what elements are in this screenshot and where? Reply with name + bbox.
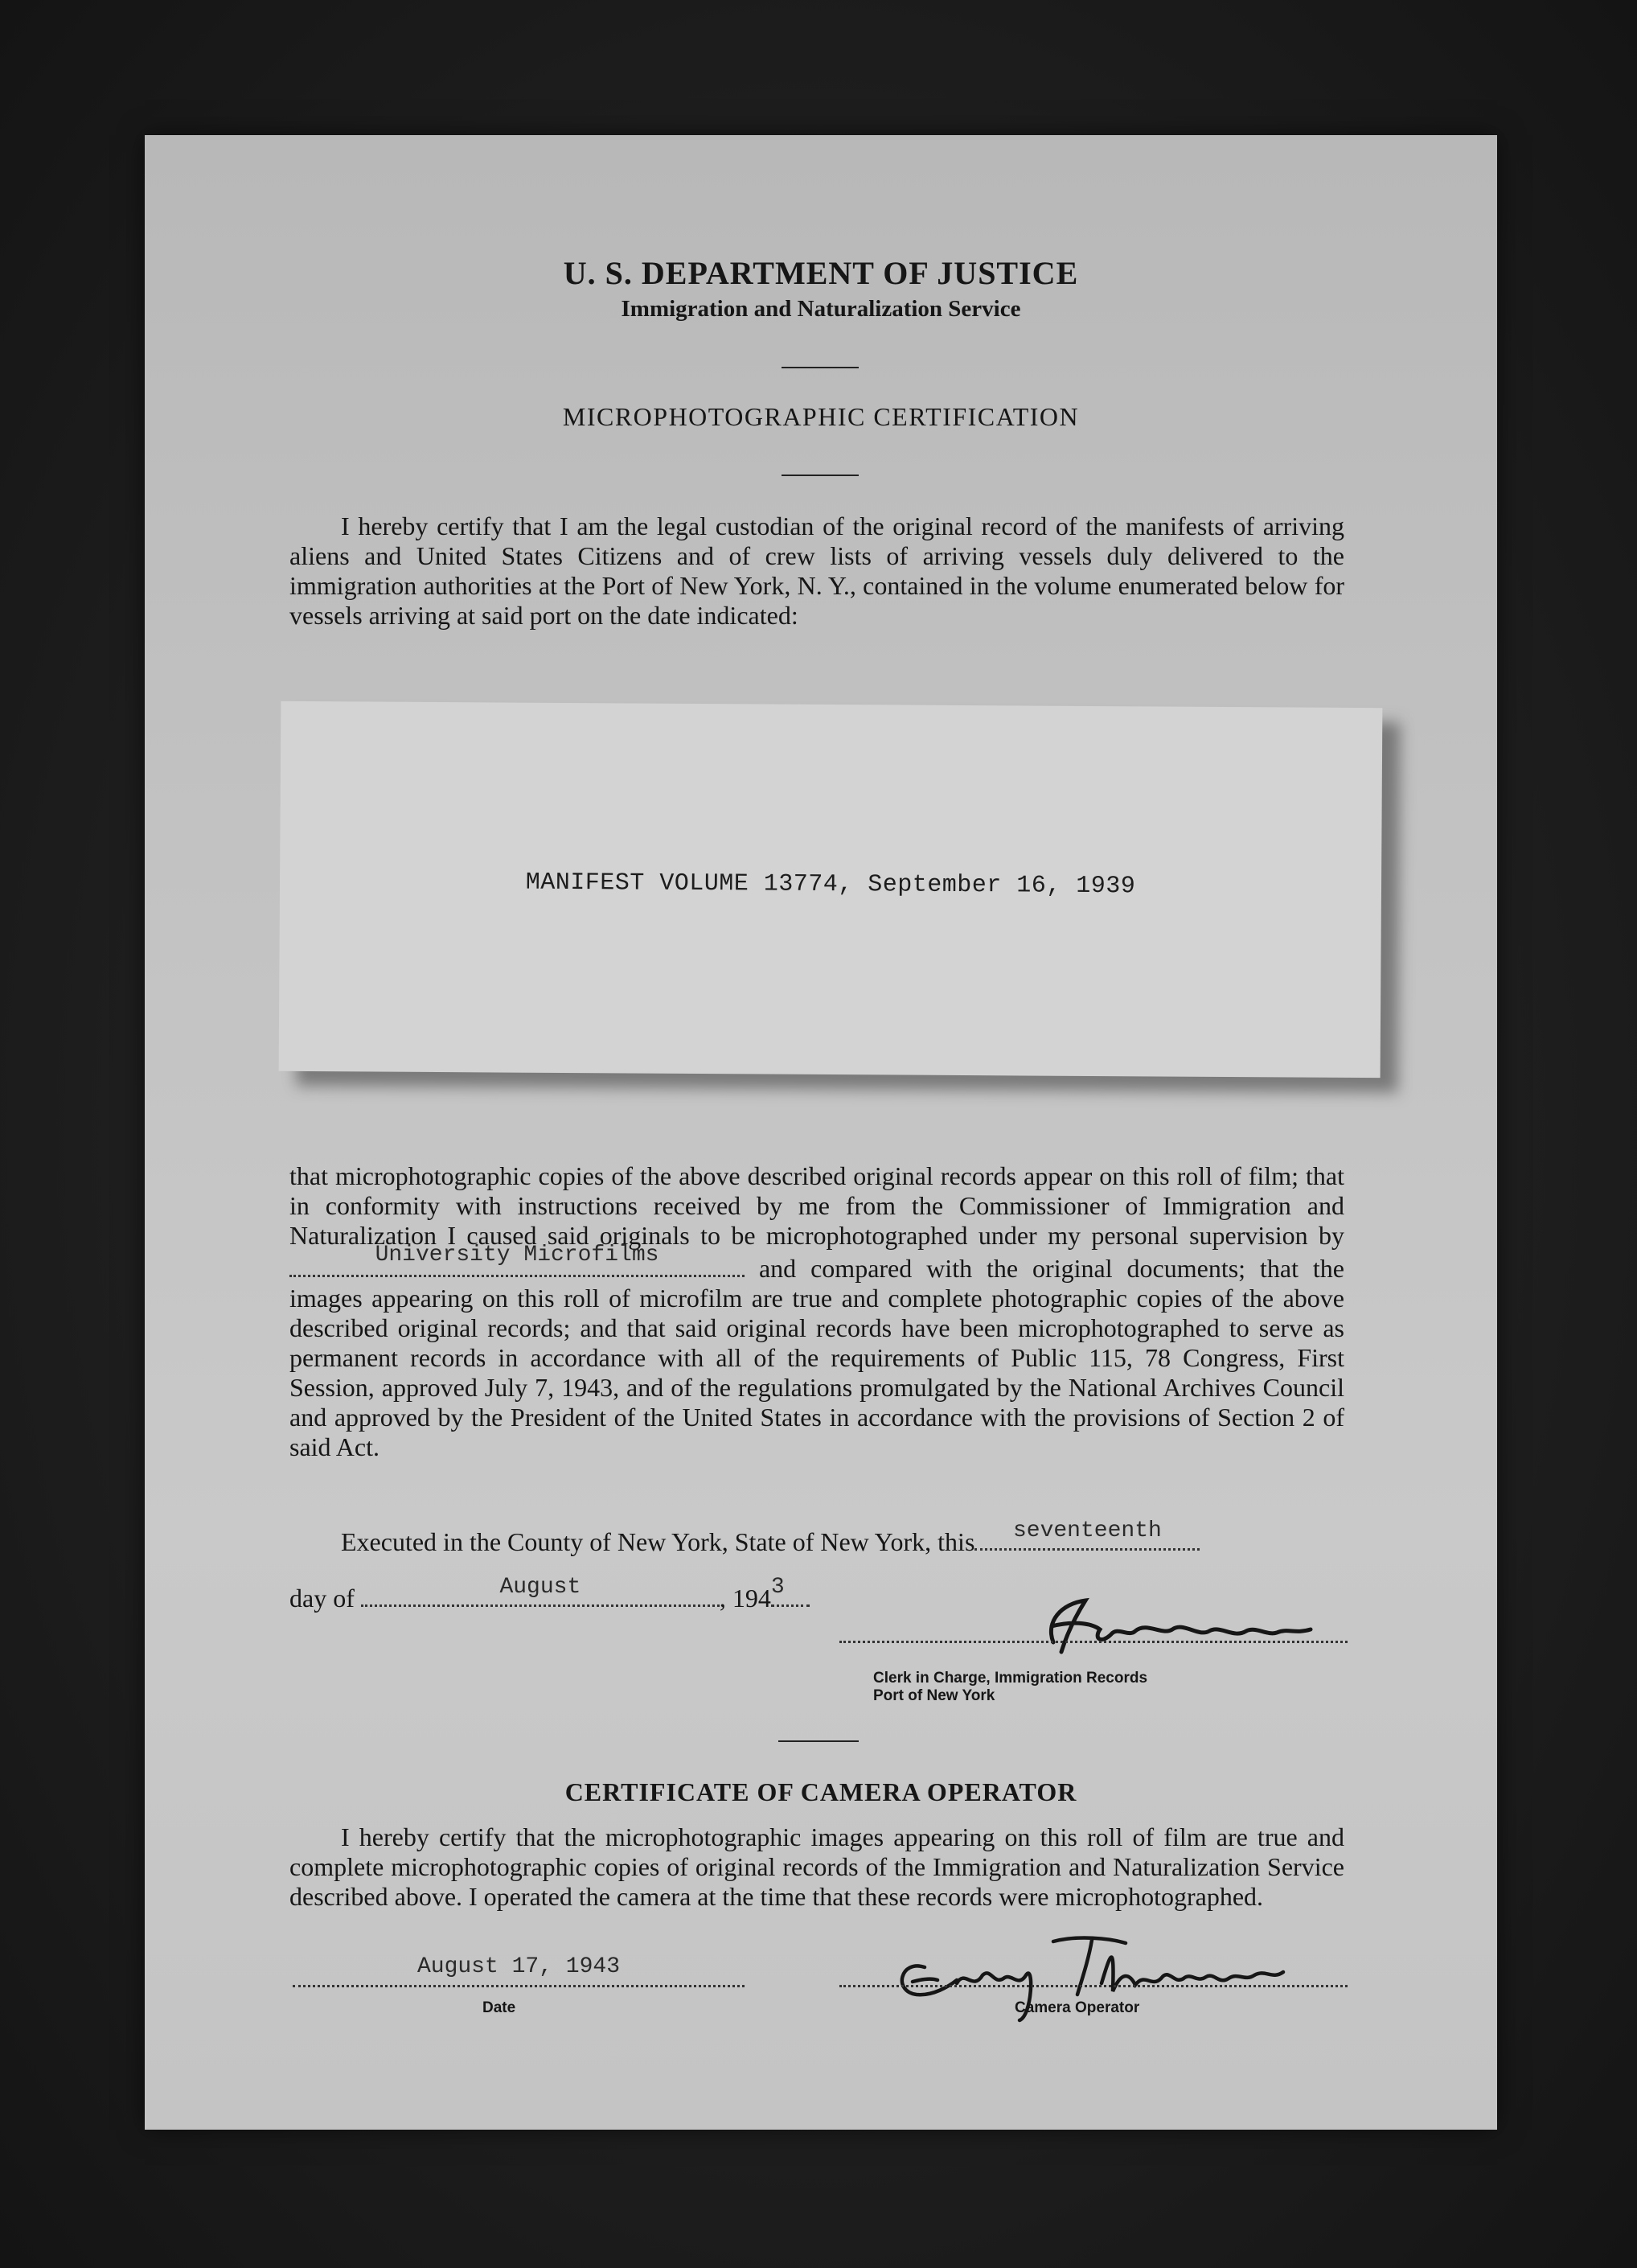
clerk-signature-line	[839, 1641, 1348, 1643]
day-field	[974, 1518, 1200, 1551]
execution-line: Executed in the County of New York, State of New York, this seventeenth	[341, 1524, 1200, 1557]
service-subheading: Immigration and Naturalization Service	[621, 296, 1021, 322]
divider	[782, 367, 859, 368]
manifest-slip	[279, 701, 1383, 1078]
year-field	[770, 1575, 810, 1607]
date-line: day of August , 194 3	[289, 1580, 810, 1613]
photographer-value: University Microfilms	[375, 1243, 659, 1268]
department-heading: U. S. DEPARTMENT OF JUSTICE	[563, 255, 1079, 291]
certificate-paper	[145, 135, 1497, 2130]
clerk-title: Clerk in Charge, Immigration Records Port of New York	[873, 1670, 1148, 1704]
date-signature-line	[293, 1985, 745, 1987]
manifest-volume-text: MANIFEST VOLUME 13774, September 16, 1939	[525, 869, 1136, 901]
operator-signature-line	[839, 1985, 1348, 1987]
camera-operator-title: CERTIFICATE OF CAMERA OPERATOR	[564, 1777, 1077, 1806]
divider	[778, 1740, 859, 1742]
month-field	[361, 1575, 720, 1607]
certification-title: MICROPHOTOGRAPHIC CERTIFICATION	[562, 402, 1080, 431]
divider	[782, 475, 859, 476]
operator-date-value: August 17, 1943	[416, 1954, 621, 1979]
clerk-signature	[957, 1589, 1391, 1666]
custodian-paragraph: I hereby certify that I am the legal custodian of the original record of the manifests of arriving aliens and United States Citizens and of crew lists of arriving vessels duly delivered to the immigration authorities at the Port of New York, N. Y., contained in the volume enumerated below for vessels arriving at said port on the date indicated:	[289, 512, 1344, 630]
microfilm-paragraph: that microphotographic copies of the above described original records appear on this roll of film; that in conformity with instructions received by me from the Commissioner of Immigration and Naturalization I caused said originals to be microphotographed under my personal supervision by University Microfilms and compared with the original documents; that the images appearing on this roll of microfilm are true and complete photographic copies of the above described original records; and that said original records have been microphotographed to serve as permanent records in accordance with all of the requirements of Public 115, 78 Congress, First Session, approved July 7, 1943, and of the regulations promulgated by the National Archives Council and approved by the President of the United States in accordance with the provisions of Section 2 of said Act.	[289, 1161, 1345, 1461]
camera-operator-label: Camera Operator	[1015, 1999, 1140, 2016]
photographer-field	[289, 1243, 745, 1277]
day-value: seventeenth	[1012, 1518, 1162, 1543]
year-value: 3	[770, 1575, 785, 1600]
date-label: Date	[482, 1999, 516, 2016]
camera-operator-paragraph: I hereby certify that the microphotographic images appearing on this roll of film are true and complete microphotographic copies of original records of the Immigration and Naturalization Service described above. I operated the camera at the time that these records were microphotographed.	[289, 1822, 1344, 1911]
month-value: August	[499, 1575, 581, 1600]
